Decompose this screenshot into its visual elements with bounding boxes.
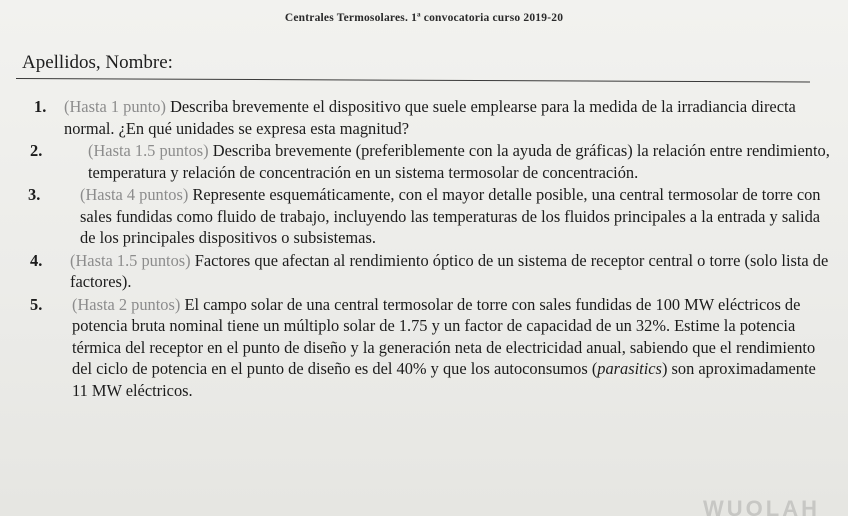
- question-text: Describa brevemente el dispositivo que suele emplearse para la medida de la irradiancia directa normal. ¿En qué unidades se expresa esta magnitud?: [64, 97, 796, 138]
- question-body: [80, 184, 830, 249]
- question-number: 5.: [30, 294, 43, 314]
- question-points: (Hasta 1.5 puntos): [70, 250, 191, 270]
- question-number: 3.: [28, 185, 41, 204]
- question-text-emphasis: parasitics: [597, 359, 662, 378]
- question-1: [34, 96, 830, 139]
- question-text: ) son aproximadamente 11 MW eléctricos.: [72, 359, 816, 400]
- exam-header: Centrales Termosolares. 1ª convocatoria curso 2019-20: [284, 12, 564, 24]
- question-points: (Hasta 2 puntos): [72, 294, 181, 314]
- question-text: Represente esquemáticamente, con el mayor detalle posible, una central termosolar de torre con sales fundidas como fluido de trabajo, incluyendo las temperaturas de los fluidos principales a la entrada y salida de los principales dispositivos o subsistemas.: [80, 185, 821, 247]
- question-number: 2.: [30, 141, 43, 160]
- question-number: 1.: [34, 97, 47, 116]
- question-body: [72, 294, 830, 402]
- question-2: [30, 140, 830, 183]
- question-list: [24, 96, 830, 402]
- question-body: [64, 96, 830, 139]
- question-4: [30, 250, 830, 293]
- question-text: El campo solar de una central termosolar de torre con sales fundidas de 100 MW eléctricos de potencia bruta nominal tiene un múltiplo solar de 1.75 y un factor de capacidad de un 32%. Estime la potencia térmica del receptor en el punto de diseño y la generación neta de electricidad anual, sabiendo que el rendimiento del ciclo de potencia en el punto de diseño es del 40% y que los autoconsumos (: [72, 294, 816, 378]
- name-label: Apellidos, Nombre:: [22, 52, 173, 73]
- question-text: Factores que afectan al rendimiento óptico de un sistema de receptor central o torre (solo lista de factores).: [70, 250, 829, 291]
- name-underline: [16, 78, 810, 82]
- watermark: WUOLAH: [703, 496, 820, 516]
- question-body: [70, 250, 830, 293]
- question-5: [30, 294, 830, 402]
- question-points: (Hasta 4 puntos): [80, 185, 189, 204]
- question-points: (Hasta 1 punto): [64, 97, 166, 116]
- question-number: 4.: [30, 250, 43, 270]
- question-3: [28, 184, 830, 249]
- question-body: [88, 140, 830, 183]
- question-points: (Hasta 1.5 puntos): [88, 141, 209, 160]
- question-text: Describa brevemente (preferiblemente con la ayuda de gráficas) la relación entre rendimiento, temperatura y relación de concentración en un sistema termosolar de concentración.: [88, 141, 830, 182]
